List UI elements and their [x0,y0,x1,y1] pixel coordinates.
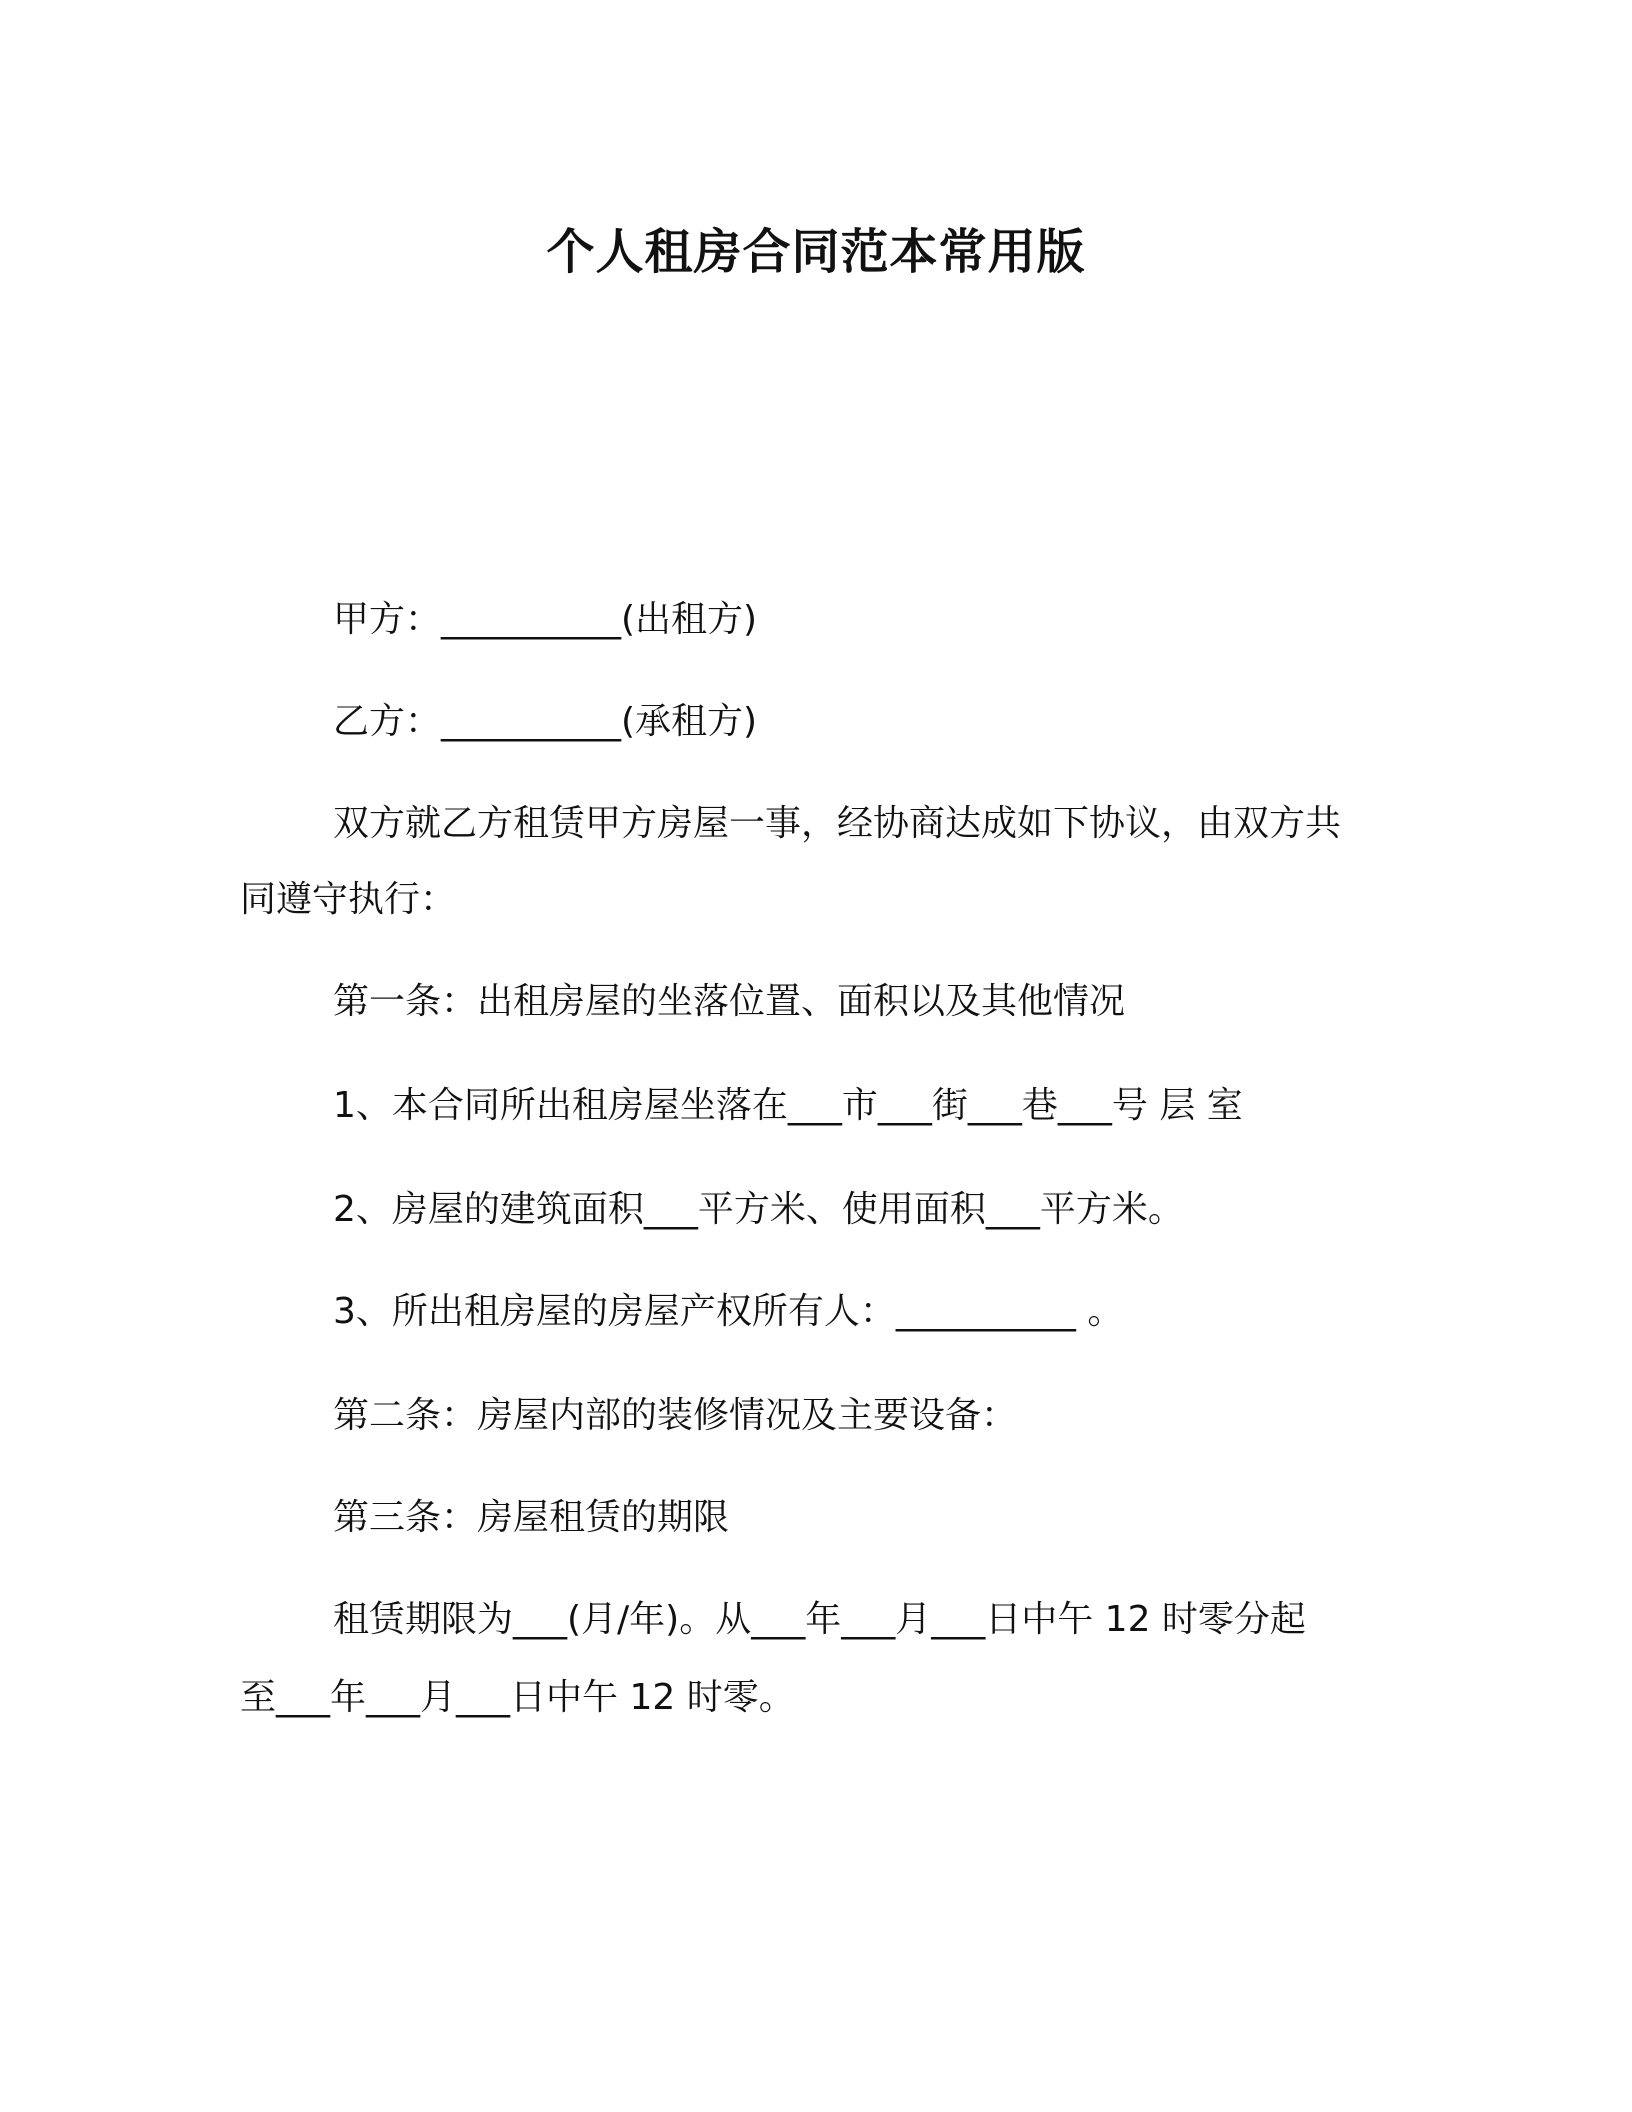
article-3-heading: 第三条：房屋租赁的期限 [333,1497,730,1538]
document-title: 个人租房合同范本常用版 [546,224,1086,280]
agreement-intro-line-1: 双方就乙方租赁甲方房屋一事，经协商达成如下协议，由双方共 [333,803,1342,844]
article-1-item-1: 1、本合同所出租房屋坐落在___市___街___巷___号 层 室 [333,1085,1243,1126]
lease-term-line-2: 至___年___月___日中午 12 时零。 [240,1677,795,1718]
article-1-heading: 第一条：出租房屋的坐落位置、面积以及其他情况 [333,981,1126,1022]
article-1-item-2: 2、房屋的建筑面积___平方米、使用面积___平方米。 [333,1189,1184,1230]
article-1-item-3: 3、所出租房屋的房屋产权所有人：__________ 。 [333,1291,1124,1332]
article-2-heading: 第二条：房屋内部的装修情况及主要设备： [333,1395,1018,1436]
agreement-intro-line-2: 同遵守执行： [240,879,457,920]
party-b-line: 乙方：__________(承租方) [333,701,758,742]
party-a-line: 甲方：__________(出租方) [333,599,758,640]
lease-term-line-1: 租赁期限为___(月/年)。从___年___月___日中午 12 时零分起 [333,1599,1306,1640]
